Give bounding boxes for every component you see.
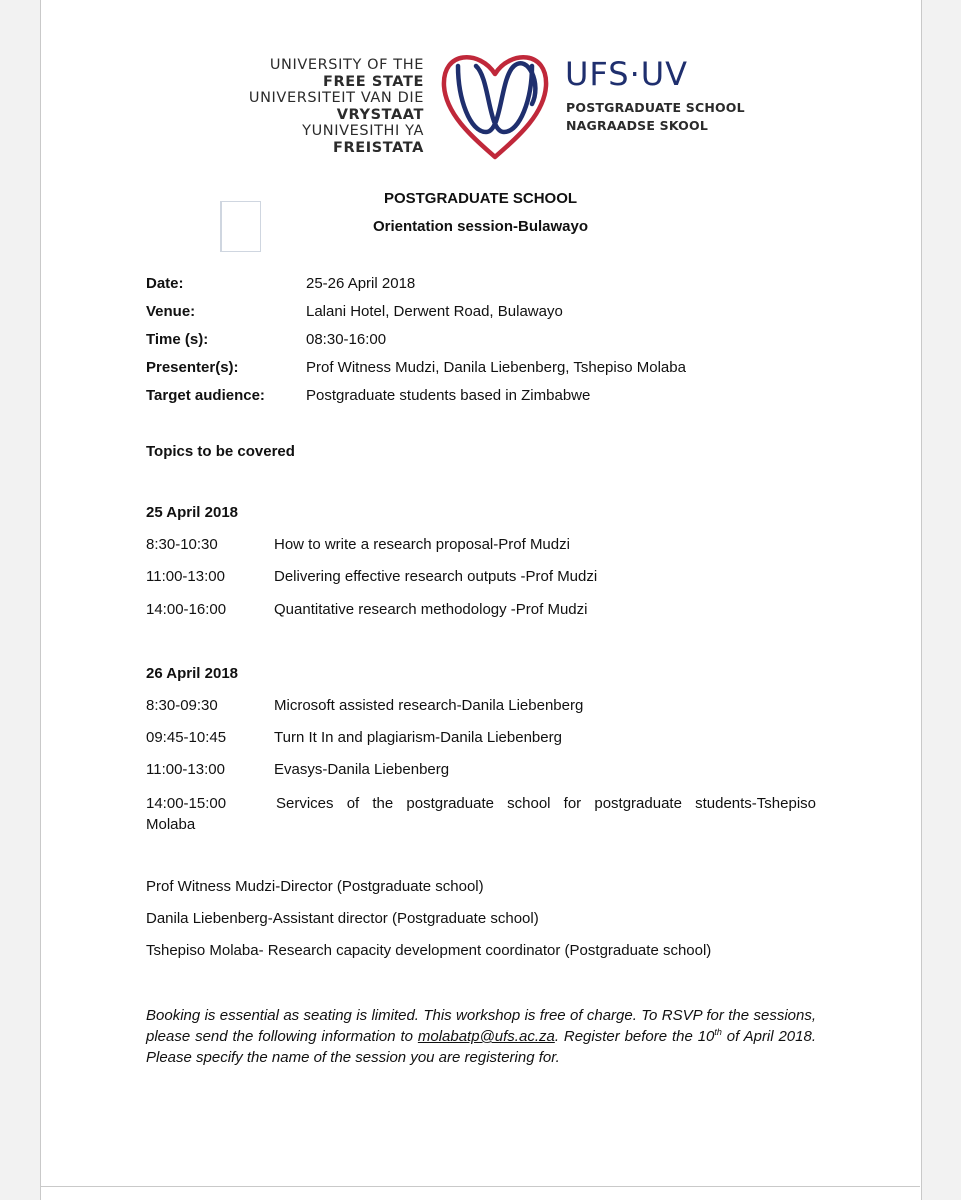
page-divider	[40, 1186, 920, 1187]
session-description-overflow: Molaba	[146, 816, 196, 833]
detail-date	[146, 275, 846, 295]
rsvp-email-link[interactable]: molabatp@ufs.ac.za	[417, 1028, 555, 1045]
day2-heading: 26 April 2018	[146, 665, 238, 682]
session-time: 11:00-13:00	[146, 568, 225, 585]
staff-line: Prof Witness Mudzi-Director (Postgraduate school)	[146, 878, 484, 895]
empty-image-placeholder	[220, 201, 261, 252]
university-line: YUNIVESITHI YA	[302, 123, 424, 139]
session-time: 8:30-09:30	[146, 697, 218, 714]
staff-line: Danila Liebenberg-Assistant director (Postgraduate school)	[146, 910, 539, 927]
detail-venue	[146, 303, 846, 323]
booking-text: Booking is essential as seating is limited. This workshop is free of charge. To RSVP for the sessions, please send the following information to	[146, 1007, 816, 1045]
university-line: VRYSTAAT	[336, 106, 424, 123]
session-description: Microsoft assisted research-Danila Liebenberg	[274, 697, 584, 714]
university-line: UNIVERSITY OF THE	[269, 57, 424, 73]
detail-label: Presenter(s):	[146, 359, 239, 376]
detail-label: Target audience:	[146, 387, 265, 404]
detail-value: 08:30-16:00	[306, 331, 387, 348]
document-subtitle: Orientation session-Bulawayo	[372, 218, 589, 235]
detail-label: Venue:	[146, 303, 196, 320]
day1-heading: 25 April 2018	[146, 504, 238, 521]
session-description: How to write a research proposal-Prof Mudzi	[274, 536, 570, 553]
detail-label: Time (s):	[146, 331, 209, 348]
detail-value: Prof Witness Mudzi, Danila Liebenberg, Tshepiso Molaba	[306, 359, 686, 376]
school-name-afrikaans: NAGRAADSE SKOOL	[566, 118, 708, 133]
session-description: Services of the postgraduate school for postgraduate students-Tshepiso	[276, 795, 816, 812]
university-line: FREISTATA	[332, 139, 424, 156]
session-description: Evasys-Danila Liebenberg	[274, 761, 450, 778]
ordinal-suffix: th	[714, 1027, 722, 1037]
booking-note	[146, 1005, 816, 1068]
session-time: 14:00-16:00	[146, 601, 227, 618]
detail-value: Postgraduate students based in Zimbabwe	[306, 387, 591, 404]
session-description: Quantitative research methodology -Prof Mudzi	[274, 601, 588, 618]
detail-presenters	[146, 359, 846, 379]
detail-value: Lalani Hotel, Derwent Road, Bulawayo	[306, 303, 563, 320]
detail-label: Date:	[146, 275, 184, 292]
detail-time	[146, 331, 846, 351]
session-time: 8:30-10:30	[146, 536, 218, 553]
staff-line: Tshepiso Molaba- Research capacity development coordinator (Postgraduate school)	[146, 942, 712, 959]
session-time: 11:00-13:00	[146, 761, 225, 778]
university-line: UNIVERSITEIT VAN DIE	[248, 90, 424, 106]
ufs-logo-icon	[436, 44, 554, 162]
brand-wordmark: UFS·UV	[565, 55, 689, 93]
session-time: 14:00-15:00	[146, 795, 227, 812]
document-title: POSTGRADUATE SCHOOL	[383, 190, 578, 207]
school-name-english: POSTGRADUATE SCHOOL	[566, 100, 745, 115]
detail-value: 25-26 April 2018	[306, 275, 416, 292]
topics-heading: Topics to be covered	[146, 443, 295, 460]
schedule-row	[146, 793, 816, 835]
university-name-block	[224, 57, 424, 156]
university-line: FREE STATE	[322, 73, 424, 90]
school-name	[566, 99, 745, 135]
booking-text: . Register before the 10	[554, 1028, 715, 1045]
session-description: Delivering effective research outputs -Prof Mudzi	[274, 568, 598, 585]
session-description: Turn It In and plagiarism-Danila Liebenberg	[274, 729, 562, 746]
booking-text: of April 2018. Please specify the name of the session you are registering for.	[146, 1028, 817, 1066]
session-time: 09:45-10:45	[146, 729, 227, 746]
detail-audience	[146, 387, 846, 407]
